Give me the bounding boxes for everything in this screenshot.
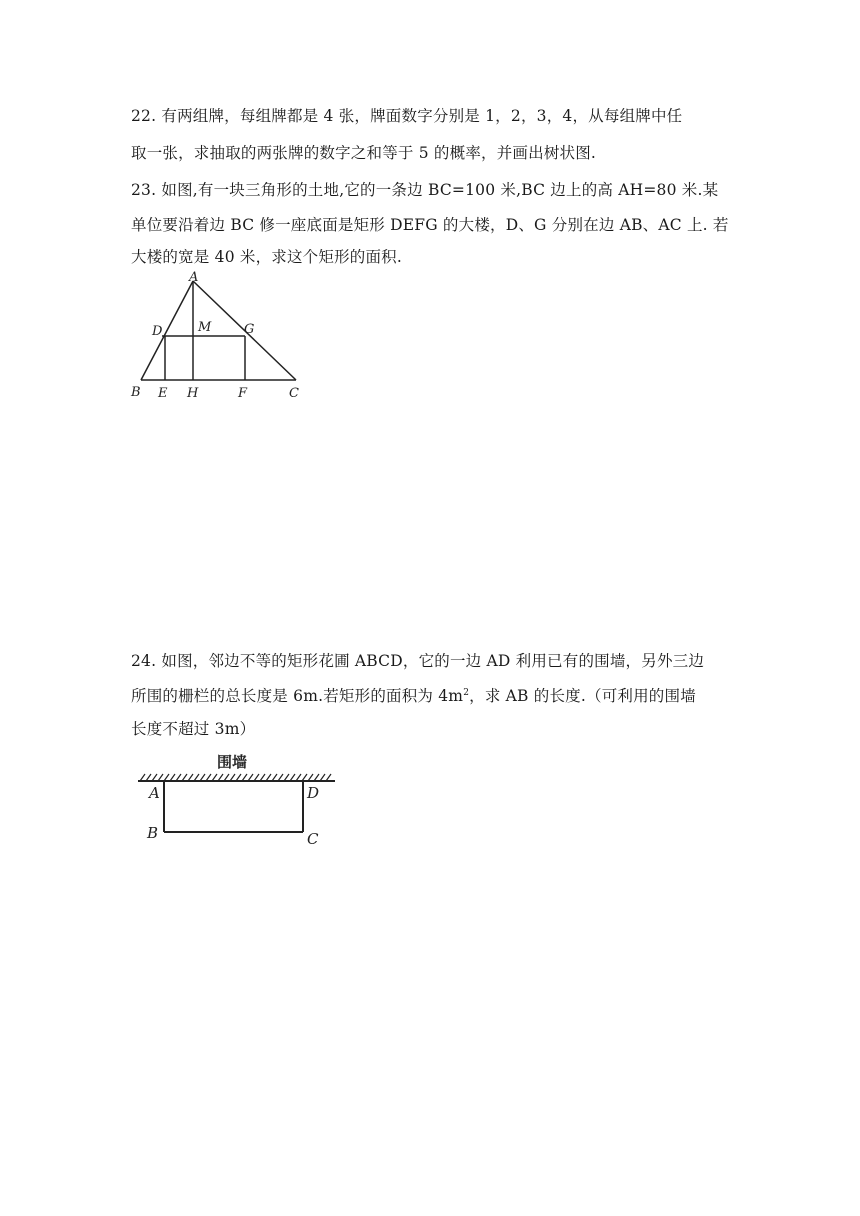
label-c: C (289, 386, 299, 401)
label-g: G (244, 322, 255, 337)
hatch-mark (266, 774, 271, 781)
hatch-mark (206, 774, 211, 781)
q24-fence-figure (135, 748, 350, 853)
label-d: D (152, 324, 163, 339)
hatch-mark (296, 774, 301, 781)
hatch-mark (320, 774, 325, 781)
label-f: F (238, 386, 248, 401)
hatch-mark (224, 774, 229, 781)
label-a: A (149, 784, 160, 802)
q23-triangle-figure (125, 270, 310, 405)
wall-label: 围墙 (217, 753, 248, 771)
hatch-mark (176, 774, 181, 781)
hatch-mark (254, 774, 259, 781)
label-h: H (187, 386, 199, 401)
q24-line-3: 长度不超过 3m） (131, 720, 256, 738)
q24-line-2: 所围的栅栏的总长度是 6m.若矩形的面积为 $4m^2$，求 AB 的长度.（可利用的围墙 (131, 687, 696, 705)
hatch-mark (302, 774, 307, 781)
hatch-mark (278, 774, 283, 781)
label-a: A (189, 270, 199, 285)
hatch-mark (314, 774, 319, 781)
hatch-mark (290, 774, 295, 781)
q23-line-3: 大楼的宽是 40 米，求这个矩形的面积. (131, 248, 403, 266)
hatch-mark (194, 774, 199, 781)
label-e: E (158, 386, 168, 401)
hatch-mark (326, 774, 331, 781)
side-ab (141, 281, 193, 380)
hatch-mark (188, 774, 193, 781)
label-b: B (131, 385, 141, 400)
hatch-mark (200, 774, 205, 781)
hatch-mark (182, 774, 187, 781)
hatch-mark (248, 774, 253, 781)
hatch-mark (158, 774, 163, 781)
hatch-mark (218, 774, 223, 781)
label-m: M (198, 320, 212, 335)
label-d: D (307, 784, 320, 802)
hatch-mark (236, 774, 241, 781)
hatch-mark (284, 774, 289, 781)
hatch-mark (146, 774, 151, 781)
hatch-mark (272, 774, 277, 781)
hatch-mark (164, 774, 169, 781)
hatch-mark (152, 774, 157, 781)
hatch-mark (308, 774, 313, 781)
hatch-mark (140, 774, 145, 781)
hatch-mark (170, 774, 175, 781)
hatch-mark (230, 774, 235, 781)
q22-line-1: 22. 有两组牌，每组牌都是 4 张，牌面数字分别是 1，2，3，4，从每组牌中任 (131, 107, 683, 125)
q23-line-1: 23. 如图,有一块三角形的土地,它的一条边 BC=100 米,BC 边上的高 AH=80 米.某 (131, 181, 719, 199)
hatch-mark (212, 774, 217, 781)
q23-line-2: 单位要沿着边 BC 修一座底面是矩形 DEFG 的大楼，D、G 分别在边 AB、AC 上. 若 (131, 216, 729, 234)
q22-line-2: 取一张，求抽取的两张牌的数字之和等于 5 的概率，并画出树状图. (131, 144, 597, 162)
superscript-2: 2 (463, 687, 470, 698)
hatch-mark (242, 774, 247, 781)
label-c: C (307, 830, 319, 848)
label-b: B (147, 824, 159, 842)
q24-line-1: 24. 如图，邻边不等的矩形花圃 ABCD，它的一边 AD 利用已有的围墙，另外三边 (131, 652, 705, 670)
wall-hatching (140, 774, 331, 781)
hatch-mark (260, 774, 265, 781)
